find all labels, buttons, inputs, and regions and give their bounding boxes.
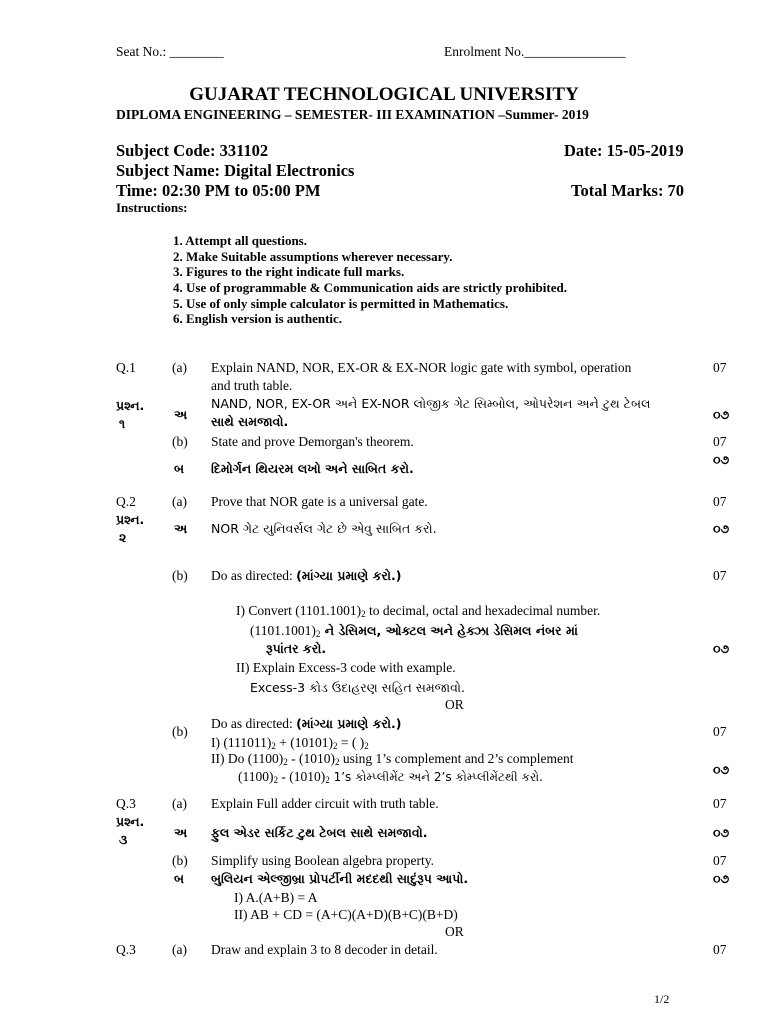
q3a-gu-text: ફુલ એડર સર્કિટ ટુથ ટેબલ સાથે સમજાવો. [211, 825, 428, 840]
q2b-alt-text-gu: (માંગ્યા પ્રમાણે કરો.) [296, 716, 402, 731]
instruction-item: 2. Make Suitable assumptions wherever necessary. [173, 248, 453, 264]
instruction-item: 3. Figures to the right indicate full marks. [173, 264, 405, 280]
q3b-marks: 07 [713, 853, 727, 868]
subscript: 2 [283, 757, 288, 767]
q3b-gu-text: બુલિયન એલ્જીબ્રા પ્રોપર્ટીની મદદથી સાદુંરૂપ આપો. [211, 871, 469, 886]
q1-gu-number: ૧ [119, 416, 126, 431]
university-name: GUJARAT TECHNOLOGICAL UNIVERSITY [189, 84, 579, 105]
q2b-alt-part2-gu-c: 1’s કોમ્પ્લીમેંટ અને 2’s કોમ્પ્લીમેંટથી કરો. [329, 770, 543, 784]
q2b-alt-gu-marks: ૦૭ [713, 762, 730, 777]
q2-label: Q.2 [116, 494, 136, 509]
q1a-label: (a) [172, 360, 187, 375]
total-marks: Total Marks: 70 [571, 181, 685, 200]
q2b-part1-gu-b: ને ડેસિમલ, ઓક્ટલ અને હેક્ઝા ડેસિમલ નંબર માં [320, 623, 578, 638]
q2b-part1-gu-line2: રૂપાંતર કરો. [266, 641, 327, 656]
q1b-gu-text: દિમોર્ગન થિયરમ લખો અને સાબિત કરો. [211, 461, 414, 476]
instruction-item: 6. English version is authentic. [173, 311, 343, 327]
q3-alt-a-label: (a) [172, 942, 187, 957]
q2b-alt-text-en: Do as directed: [211, 716, 297, 731]
q2a-marks: 07 [713, 494, 727, 509]
subject-name: Subject Name: Digital Electronics [116, 161, 355, 180]
q2b-alt-text [211, 716, 401, 732]
instructions-label: Instructions: [116, 200, 188, 215]
exam-date: Date: 15-05-2019 [564, 141, 684, 160]
q2b-alt-label: (b) [172, 724, 188, 739]
q2b-part1-a: I) Convert (1101.1001) [236, 603, 362, 618]
q2b-alt-marks: 07 [713, 724, 727, 739]
q3b-gu-marks: ૦૭ [713, 871, 730, 886]
q1b-text: State and prove Demorgan's theorem. [211, 434, 414, 449]
instruction-item: 1. Attempt all questions. [173, 233, 307, 248]
q2b-alt-part2-gu-a: (1100) [238, 769, 274, 784]
q1-label: Q.1 [116, 360, 136, 375]
q2b-alt-part1-a: I) (111011) [211, 735, 272, 750]
q2a-gu-text: NOR ગેટ યુનિવર્સલ ગેટ છે એવુ સાબિત કરો. [211, 521, 437, 536]
q1a-gu-label: અ [174, 407, 188, 422]
q1a-gu-text-line2: સાથે સમજાવો. [211, 414, 289, 429]
q2b-label: (b) [172, 568, 188, 583]
subscript: 2 [334, 757, 340, 767]
subject-code: Subject Code: 331102 [116, 141, 269, 160]
q3-alt-a-text: Draw and explain 3 to 8 decoder in detail. [211, 942, 438, 957]
q1-gu-label: પ્રશ્ન. [116, 398, 145, 413]
q2b-alt-part1 [211, 735, 369, 751]
q2a-gu-label: અ [174, 521, 188, 536]
exam-time: Time: 02:30 PM to 05:00 PM [116, 181, 321, 200]
q3a-marks: 07 [713, 796, 727, 811]
subscript: 2 [332, 741, 338, 751]
q2b-text [211, 568, 401, 584]
enrolment-no: Enrolment No._______________ [444, 44, 626, 59]
q3-or: OR [445, 924, 464, 939]
q1b-label: (b) [172, 434, 188, 449]
q2b-part1-gu [250, 623, 578, 639]
instruction-item: 5. Use of only simple calculator is permitted in Mathematics. [173, 295, 509, 311]
q2b-alt-part2-gu-b: - (1010) [278, 769, 326, 784]
q2b-marks: 07 [713, 568, 727, 583]
q1a-text-line2: and truth table. [211, 378, 293, 393]
q3b-label: (b) [172, 853, 188, 868]
q2b-alt-part2-a: II) Do (1100) [211, 751, 284, 766]
q2b-part1 [236, 603, 600, 619]
q2b-alt-part2 [211, 751, 573, 767]
q3-alt-a-marks: 07 [713, 942, 727, 957]
q2a-gu-marks: ૦૭ [713, 521, 730, 536]
q1a-gu-marks: ૦૭ [713, 407, 730, 422]
q2b-part2: II) Explain Excess-3 code with example. [236, 660, 456, 675]
q1a-marks: 07 [713, 360, 727, 375]
q3b-part1: I) A.(A+B) = A [234, 890, 318, 905]
q3b-part2: II) AB + CD = (A+C)(A+D)(B+C)(B+D) [234, 907, 458, 922]
q2b-alt-part2-gu [238, 769, 543, 785]
q3a-gu-marks: ૦૭ [713, 825, 730, 840]
page-number: 1/2 [654, 992, 670, 1006]
instructions-list [173, 233, 567, 327]
subscript: 2 [361, 609, 366, 619]
q2a-label: (a) [172, 494, 187, 509]
q2b-part1-gu-a: (1101.1001) [250, 623, 316, 638]
q2b-part2-gu [250, 679, 465, 697]
q3a-text: Explain Full adder circuit with truth table. [211, 796, 439, 811]
exam-title: DIPLOMA ENGINEERING – SEMESTER- III EXAMINATION –Summer- 2019 [116, 107, 589, 122]
q2a-text: Prove that NOR gate is a universal gate. [211, 494, 428, 509]
q3a-label: (a) [172, 796, 187, 811]
q2-or: OR [445, 697, 464, 712]
q2b-alt-part1-c: = ( ) [337, 735, 365, 750]
q2-gu-number: ૨ [119, 530, 127, 545]
q2b-text-en: Do as directed: [211, 568, 297, 583]
q2b-part1-b: to decimal, octal and hexadecimal number. [365, 603, 601, 618]
subscript: 2 [273, 775, 278, 785]
q3-gu-number: ૩ [119, 832, 128, 847]
q3b-gu-label: બ [174, 871, 185, 886]
q1a-gu-text-line1: NAND, NOR, EX-OR અને EX-NOR લોજીક ગેટ સિમ્બોલ, ઓપરેશન અને ટુથ ટેબલ [211, 396, 651, 411]
subscript: 2 [325, 775, 330, 785]
q1a-text-line1: Explain NAND, NOR, EX-OR & EX-NOR logic gate with symbol, operation [211, 360, 632, 375]
q2b-gu-marks: ૦૭ [713, 641, 730, 656]
q2-gu-label: પ્રશ્ન. [116, 512, 145, 527]
q1b-gu-marks: ૦૭ [713, 452, 730, 467]
q3a-gu-label: અ [174, 825, 188, 840]
q3-label: Q.3 [116, 796, 136, 811]
seat-no: Seat No.: ________ [116, 44, 224, 59]
q2b-alt-part2-c: using 1’s complement and 2’s complement [339, 751, 574, 766]
q1b-marks: 07 [713, 434, 727, 449]
instruction-item: 4. Use of programmable & Communication aids are strictly prohibited. [173, 280, 567, 296]
q1b-gu-label: બ [174, 461, 185, 476]
q2b-alt-part1-b: + (10101) [275, 735, 333, 750]
q2b-text-gu: (માંગ્યા પ્રમાણે કરો.) [296, 568, 402, 583]
subscript: 2 [271, 741, 276, 751]
subscript: 2 [315, 629, 321, 639]
q3-gu-label: પ્રશ્ન. [116, 814, 145, 829]
subscript: 2 [364, 741, 369, 751]
q3-alt-label: Q.3 [116, 942, 136, 957]
q3b-text: Simplify using Boolean algebra property. [211, 853, 434, 868]
q2b-alt-part2-b: - (1010) [287, 751, 335, 766]
q2b-part2-gu-text: Excess-3 કોડ ઉદાહરણ સહિત સમજાવો. [250, 680, 465, 695]
